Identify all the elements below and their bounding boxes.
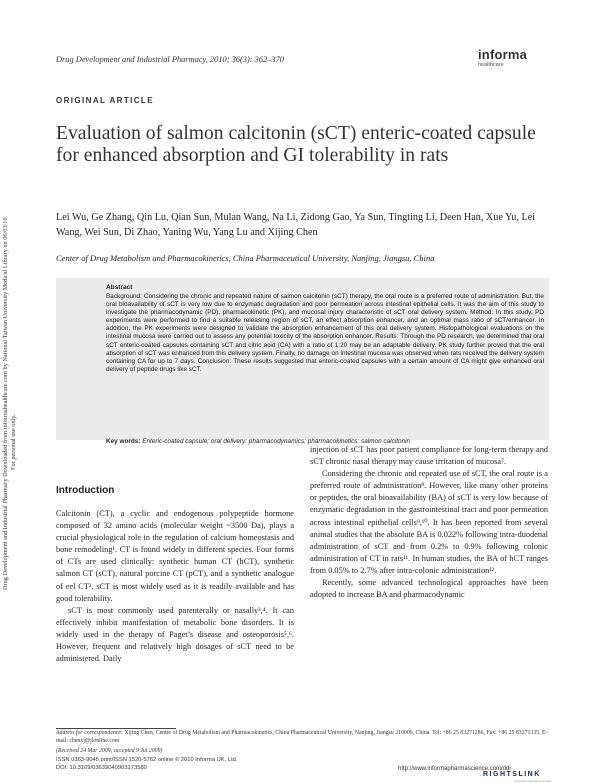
doi: DOI: 10.3109/03639040903173580 (56, 764, 147, 771)
paragraph: Considering the chronic and repeated use of sCT, the oral route is a preferred route of administration⁸. However, like many other proteins or peptides, the oral bioavailability (BA) of sCT is very low because of enzymatic degradation in the gastrointestinal tract and poor permeation across intestinal epithelial cells⁹,¹⁰. It has been reported from several animal studies that the absolute BA is 0.022% following intra-duodenal administration of sCT and from 0.2% to 0.9% following colonic administration of CT in rats¹¹. In human studies, the BA of hCT ranges from 0.05% to 2.7% after intra-colonic administration¹². (310, 469, 548, 575)
abstract-heading: Abstract (106, 284, 133, 291)
received-dates: (Received 24 Mar 2009; accepted 9 Jul 2009) (56, 748, 163, 754)
section-heading-introduction: Introduction (56, 485, 115, 496)
side-download-note (2, 170, 22, 590)
authors: Lei Wu, Ge Zhang, Qin Lu, Qian Sun, Mulan Wang, Na Li, Zidong Gao, Ya Sun, Tingting Li, Deen Han, Xue Yu, Lei Wang, Wei Sun, Di Zhao, Yaning Wu, Yang Lu and Xijing Chen (56, 212, 536, 238)
paragraph: injection of sCT has poor patient compliance for long-term therapy and sCT chronic nasal therapy may cause irritation of mucosa⁷. (310, 445, 548, 467)
footnote (56, 730, 556, 756)
side-note-line1: Drug Development and Industrial Pharmacy Downloaded from informahealthcare.com by National Taiwan University Medical Library on 06/03/10 (2, 217, 9, 590)
right-column (310, 444, 548, 601)
rightslink-logo[interactable]: RIGHTSLINK (483, 771, 541, 778)
issn-block (56, 757, 238, 772)
paragraph: Recently, some advanced technological approaches have been adopted to increase BA and pharmacodynamic (310, 578, 548, 600)
issn: ISSN 0363-9045 print/ISSN 1520-5762 online © 2010 Informa UK, Ltd. (56, 757, 238, 763)
rightslink-sub: Copyright Clearance Center (514, 779, 552, 783)
publisher-sub: healthcare (478, 62, 504, 68)
correspondence-label: Address for correspondence: (56, 730, 123, 736)
publisher-logo (478, 48, 527, 68)
keywords-label: Key words: (106, 438, 141, 445)
footnote-divider (56, 728, 176, 729)
keywords-list: Enteric-coated capsule; oral delivery; pharmacodynamics; pharmacokinetics; salmon calcitonin (142, 438, 411, 445)
publisher-brand: informa (478, 47, 528, 62)
article-title: Evaluation of salmon calcitonin (sCT) enteric-coated capsule for enhanced absorption and GI tolerability in rats (56, 123, 536, 166)
article-type: ORIGINAL ARTICLE (56, 96, 154, 105)
correspondence-text: Xijing Chen, Center of Drug Metabolism and Pharmacokinetics, China Pharmaceutical University, Nanjing, Jiangsu 210009, China. Tel: +86 25 83271286, Fax: +86 25 83271335. E-mail: chenxj@jlonline.com (56, 730, 548, 744)
side-note-line2: For personal use only. (10, 414, 17, 470)
paragraph: Calcitonin (CT), a cyclic and endogenous polypeptide hormone composed of 32 amino acids (molecular weight ~3500 Da), plays a crucial physiological role in the regulation of calcium homeostasis and bone remodeling¹. CT is found widely in different species. Four forms of CTs are used clinically: synthetic human CT (hCT), synthetic salmon CT (sCT), natural porcine CT (pCT), and a synthetic analogue of eel CT². sCT is most widely used as it is readily available and has good tolerability. (56, 509, 294, 603)
journal-citation: Drug Development and Industrial Pharmacy, 2010; 36(3): 362–370 (56, 55, 284, 64)
journal-url[interactable]: http://www.informapharmascience.com/ddi (398, 766, 511, 772)
affiliation: Center of Drug Metabolism and Pharmacokinetics, China Pharmaceutical University, Nanjing, Jiangsu, China (56, 253, 435, 263)
paragraph: sCT is most commonly used parenterally or nasally³,⁴. It can effectively inhibit manifestation of metabolic bone disorders. It is widely used in the therapy of Paget’s disease and osteoporosis⁵,⁶. However, frequent and relatively high dosages of sCT need to be administered. Daily (56, 605, 294, 664)
left-column (56, 508, 294, 665)
abstract-body: Background: Considering the chronic and repeated nature of salmon calcitonin (sCT) therapy, the oral route is a preferred route of administration. But, the oral bioavailability of sCT is very low due to enzymatic degradation and poor permeation across intestinal epithelial cells. It was the aim of this study to investigate the pharmacodynamic (PD), pharmacokinetic (PK), and mucosal injury characteristic of sCT oral delivery system. Method: In this study, PD experiments were performed to find a suitable releasing region of sCT, an effect absorption enhancer, and an optimal mass ratio of sCT/enhancer. In addition, the PK experiments were designed to validate the absorption enhancement of this oral delivery system. Histopathological evaluations on the intestinal mucosa were carried out to assess any potential toxicity of the absorption enhancer. Results: Through the PD research, we determined that oral sCT enteric-coated capsules containing sCT and citric acid (CA) with a ratio of 1:20 may be an adaptable delivery. PK study further proved that the oral absorption of sCT was enhanced from this delivery system. Finally, no damage on intestinal mucosa was observed when rats received the delivery system containing CA for up to 7 days. Conclusion: These results suggested that enteric-coated capsules with a certain amount of CA might give enhanced oral delivery of peptide drugs like sCT. (106, 293, 544, 373)
